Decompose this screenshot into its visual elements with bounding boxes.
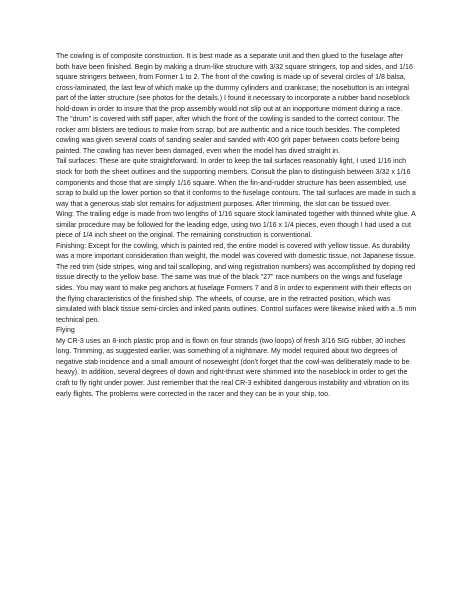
heading-flying: Flying xyxy=(56,327,75,335)
paragraph-flying: My CR-3 uses an 8-inch plastic prop and is flown on four strands (two loops) of fresh 3/16 SIG rubber, 30 inches long. Trimming, as suggested earlier, was something of a nightmare. My model required about two degrees of negative stab incidence and a small amount of noseweight (don't forget that the cowl-was deliberately made to be heavy). In addition, several degrees of down and right-thrust were shimmed into the noseblock in order to get the craft to fly right under power. Just remember that the real CR-3 exhibited dangerous instability and vibration on its early flights. The problems were corrected in the racer and they can be in your ship, too. xyxy=(56,337,410,398)
paragraph-finishing: Finishing: Except for the cowling, which is painted red, the entire model is covered with yellow tissue. As durability was a more important consideration than weight, the model was covered with domestic tissue, not Japanese tissue. The red trim (side stripes, wing and tail scalloping, and wing registration numbers) was accomplished by doping red tissue directly to the yellow base. The same was true of the black "27" race numbers on the wings and fuselage sides. You may want to make peg anchors at fuselage Formers 7 and 8 in order to experiment with their effects on the flying characteristics of the finished ship. The wheels, of course, are in the retracted position, which was simulated with black tissue semi-circles and inked pants outlines. Control surfaces were likewise inked with a .5 mm technical pen. xyxy=(56,242,417,324)
paragraph-drum: The "drum" is covered with stiff paper, after which the front of the cowling is sanded to the correct contour. The rocker arm blisters are tedious to make from scrap, but are authentic and a nice touch besides. The completed cowling was given several coats of sanding sealer and sanded with 400 grit paper between coats before being painted. The cowling has never been damaged, even when the model has dived straight in. xyxy=(56,116,400,155)
paragraph-cowling: The cowling is of composite construction. It is best made as a separate unit and then glued to the fuselage after both have been finished. Begin by making a drum-like structure with 3/32 square stringers, top and sides, and 1/16 square stringers between, from Former 1 to 2. The front of the cowling is made up of several circles of 1/8 balsa, cross-laminated, the last few of which make up the dummy cylinders and crankcase; the nosebutton is an integral part of the latter structure (see photos for the details.) I found it necessary to incorporate a rubber band noseblock hold-down in order to insure that the prop assembly would not slip out at an inopportune moment during a race. xyxy=(56,53,413,113)
paragraph-tail-surfaces: Tail surfaces: These are quite straightforward. In order to keep the tail surfaces reasonably light, I used 1/16 inch stock for both the sheet outlines and the supporting members. Consult the plan to distinguish between 3/32 x 1/16 components and those that are simply 1/16 square. When the fin-and-rudder structure has been assembled, use scrap to build up the lower portion so that it conforms to the fuselage contours. The tail surfaces are made in such a way that a generous stab slot remains for adjustment purposes. After trimming, the slot can be tissued over. xyxy=(56,158,416,208)
paragraph-wing: Wing: The trailing edge is made from two lengths of 1/16 square stock laminated together with thinned white glue. A similar procedure may be followed for the leading edge, using two 1/16 x 1/4 pieces, even though I had used a cut piece of 1/4 inch sheet on the original. The remaining construction is conventional. xyxy=(56,211,416,240)
body-text xyxy=(56,52,418,400)
